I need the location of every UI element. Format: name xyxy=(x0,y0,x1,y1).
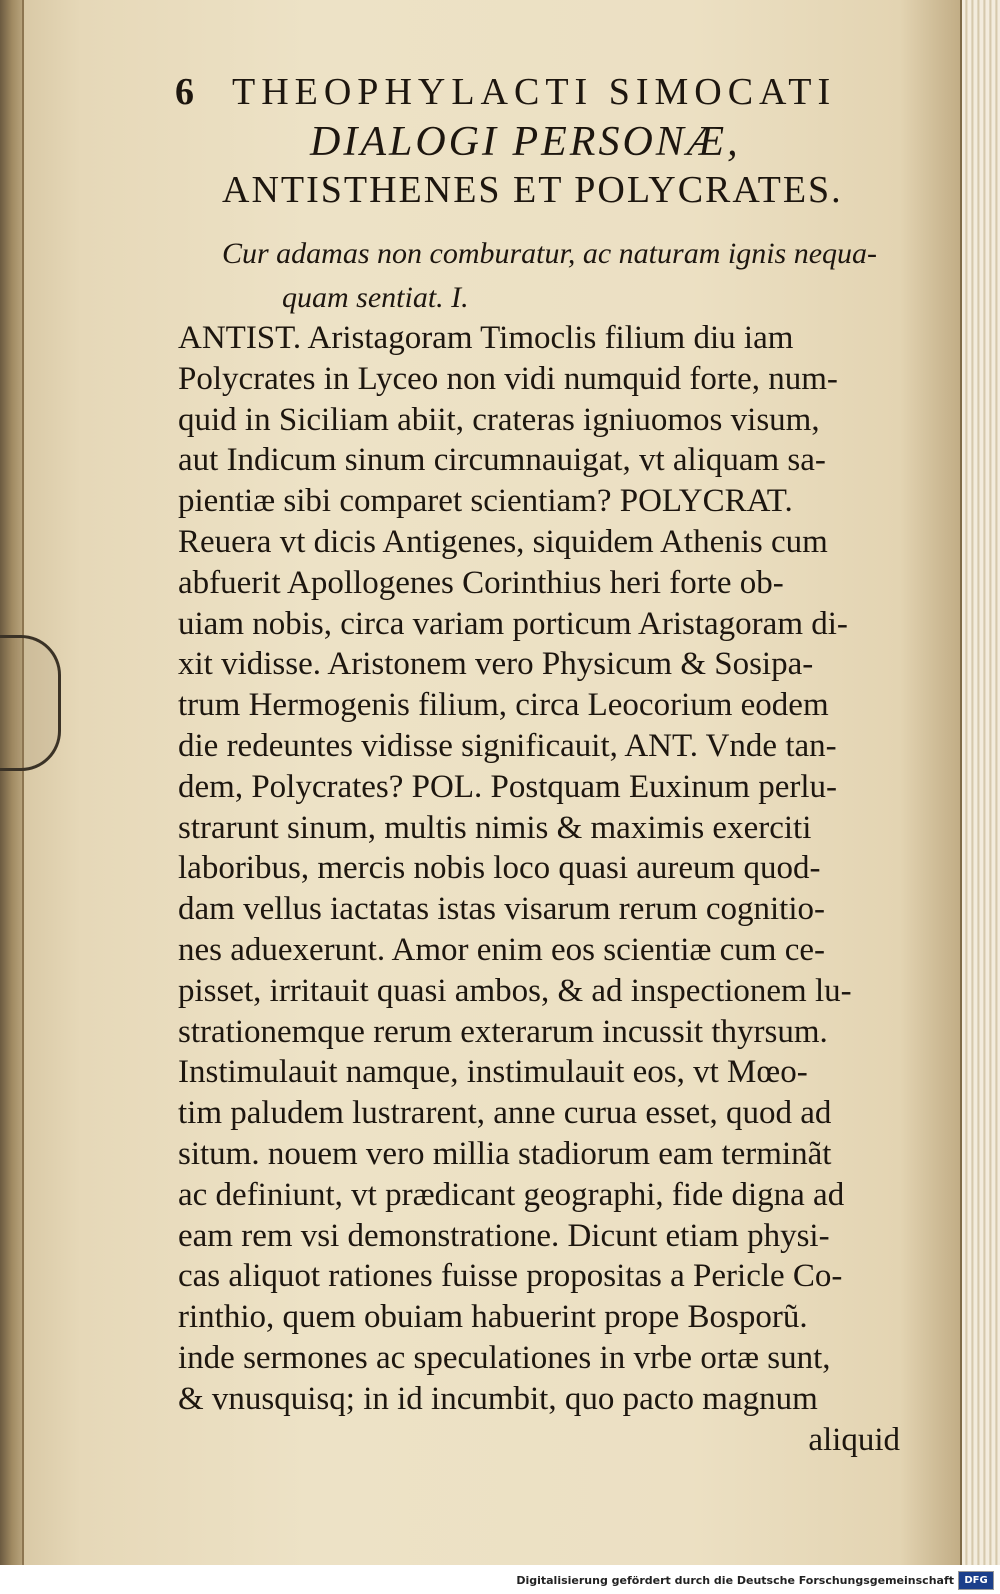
text-line: strationemque rerum exterarum incussit thyrsum. xyxy=(178,1013,828,1050)
catchword: aliquid xyxy=(808,1421,900,1458)
page-number: 6 xyxy=(175,71,194,113)
text-line: & vnusquisq; in id incumbit, quo pacto magnum xyxy=(178,1380,818,1417)
text-line: dem, Polycrates? POL. Postquam Euxinum perlu- xyxy=(178,768,837,805)
running-head xyxy=(175,70,865,118)
text-line: dam vellus iactatas istas visarum rerum cognitio- xyxy=(178,891,825,928)
chapter-heading-line-2: quam sentiat. I. xyxy=(282,281,469,314)
text-line: xit vidisse. Aristonem vero Physicum & Sosipa- xyxy=(178,646,814,683)
text-line: inde sermones ac speculationes in vrbe ortæ sunt, xyxy=(178,1339,831,1376)
body-text xyxy=(178,318,918,1460)
text-line: tim paludem lustrarent, anne curua esset, quod ad xyxy=(178,1095,832,1132)
text-line: uiam nobis, circa variam porticum Aristagoram di- xyxy=(178,605,848,642)
page-stack-edge xyxy=(960,0,1000,1565)
chapter-heading xyxy=(222,232,942,320)
dfg-logo: DFG xyxy=(958,1571,994,1590)
text-line: eam rem vsi demonstratione. Dicunt etiam physi- xyxy=(178,1217,830,1254)
text-line: aut Indicum sinum circumnauigat, vt aliquam sa- xyxy=(178,442,826,479)
running-head-title: THEOPHYLACTI SIMOCATI xyxy=(232,71,837,113)
text-line: pisset, irritauit quasi ambos, & ad inspectionem lu- xyxy=(178,972,852,1009)
page-edge-tab xyxy=(0,635,61,771)
text-line: quid in Siciliam abiit, crateras igniuomos visum, xyxy=(178,401,820,438)
speakers-heading: ANTISTHENES ET POLYCRATES. xyxy=(222,169,843,211)
text-line: Polycrates in Lyceo non vidi numquid forte, num- xyxy=(178,360,838,397)
dialog-title: DIALOGI PERSONÆ, xyxy=(310,119,741,165)
text-line: pientiæ sibi comparet scientiam? POLYCRAT. xyxy=(178,483,793,520)
text-line: Reuera vt dicis Antigenes, siquidem Athenis cum xyxy=(178,523,828,560)
text-line: abfuerit Apollogenes Corinthius heri forte ob- xyxy=(178,564,784,601)
text-line: die redeuntes vidisse significauit, ANT. Vnde tan- xyxy=(178,727,837,764)
text-line: nes aduexerunt. Amor enim eos scientiæ cum ce- xyxy=(178,931,825,968)
text-line: ANTIST. Aristagoram Timoclis filium diu iam xyxy=(178,320,794,356)
text-line: strarunt sinum, multis nimis & maximis exerciti xyxy=(178,809,812,846)
funding-note: Digitalisierung gefördert durch die Deutsche Forschungsgemeinschaft xyxy=(516,1574,954,1587)
text-line: Instimulauit namque, instimulauit eos, vt Mœo- xyxy=(178,1054,808,1091)
text-line: laboribus, mercis nobis loco quasi aureum quod- xyxy=(178,850,821,887)
text-line: ac definiunt, vt prædicant geographi, fide digna ad xyxy=(178,1176,845,1213)
text-line: trum Hermogenis filium, circa Leocorium eodem xyxy=(178,687,829,724)
text-line: situm. nouem vero millia stadiorum eam terminãt xyxy=(178,1135,832,1172)
text-line: rinthio, quem obuiam habuerint prope Bosporũ. xyxy=(178,1299,808,1336)
text-line: cas aliquot rationes fuisse propositas a Pericle Co- xyxy=(178,1258,843,1295)
chapter-heading-line-1: Cur adamas non comburatur, ac naturam ignis nequa- xyxy=(222,237,878,270)
